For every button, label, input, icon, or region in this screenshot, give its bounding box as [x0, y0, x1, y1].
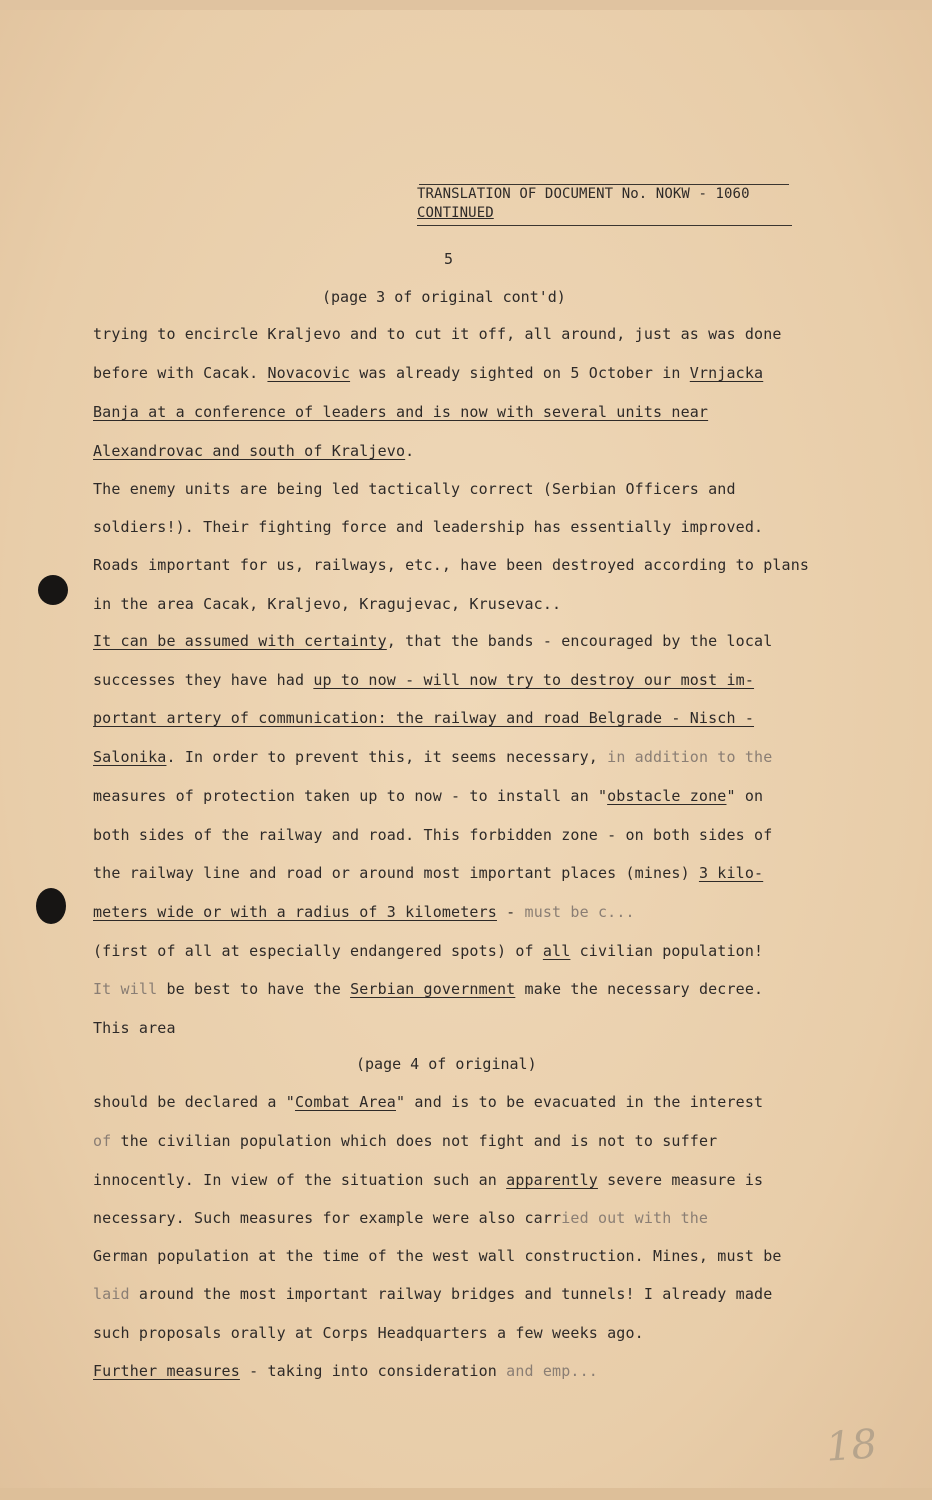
- text-segment: successes they have had: [93, 671, 314, 689]
- handwritten-page-number: 18: [824, 1421, 879, 1471]
- text-segment: This area: [93, 1019, 176, 1037]
- text-segment: make the necessary decree.: [515, 980, 764, 998]
- faded-text: and emp...: [506, 1362, 598, 1380]
- text-segment: The enemy units are being led tactically correct (Serbian Officers and: [93, 480, 736, 498]
- faded-text: of: [93, 1132, 112, 1150]
- body-text-line: [93, 480, 736, 498]
- underlined-text: Salonika: [93, 748, 167, 766]
- body-text-line: [93, 1362, 598, 1380]
- body-text-line: [93, 1285, 772, 1303]
- underlined-text: Novacovic: [267, 364, 351, 382]
- underlined-text: all: [542, 942, 571, 960]
- text-segment: in the area Cacak, Kraljevo, Kragujevac, Krusevac..: [93, 595, 562, 613]
- body-text-line: [93, 1171, 763, 1189]
- text-segment: was already sighted on 5 October in: [350, 364, 690, 382]
- underlined-text: meters wide or with a radius of 3 kilometers: [93, 903, 497, 921]
- text-segment: the civilian population which does not fight and is not to suffer: [111, 1132, 718, 1150]
- body-text-line: [93, 442, 414, 460]
- body-text-line: [93, 403, 708, 421]
- body-text-line: [93, 942, 763, 960]
- text-segment: the railway line and road or around most important places (mines): [93, 864, 699, 882]
- underlined-text: It can be assumed with certainty: [93, 632, 387, 650]
- text-segment: innocently. In view of the situation such an: [93, 1171, 507, 1189]
- body-text-line: [93, 1132, 717, 1150]
- text-segment: -: [496, 903, 525, 921]
- paper-bottom-edge: [0, 1488, 932, 1500]
- header-rule-bottom: [417, 225, 792, 226]
- body-text-line: [93, 1324, 644, 1342]
- underlined-text: apparently: [506, 1171, 598, 1189]
- text-segment: trying to encircle Kraljevo and to cut it off, all around, just as was done: [93, 325, 782, 343]
- text-segment: civilian population!: [570, 942, 764, 960]
- punch-hole: [36, 888, 66, 924]
- text-segment: necessary. Such measures for example were also carr: [93, 1209, 562, 1227]
- text-segment: German population at the time of the west wall construction. Mines, must be: [93, 1247, 782, 1265]
- underlined-text: 3 kilo-: [698, 864, 764, 882]
- text-segment: , that the bands - encouraged by the local: [386, 632, 773, 650]
- underlined-text: Serbian government: [350, 980, 516, 998]
- body-text-line: [93, 980, 763, 998]
- body-text-line: [93, 787, 763, 805]
- text-segment: both sides of the railway and road. This forbidden zone - on both sides of: [93, 826, 773, 844]
- body-text-line: [93, 1247, 782, 1265]
- text-segment: around the most important railway bridges and tunnels! I already made: [129, 1285, 773, 1303]
- body-text-line: [93, 1093, 763, 1111]
- text-segment: such proposals orally at Corps Headquarters a few weeks ago.: [93, 1324, 644, 1342]
- faded-text: ied out with the: [561, 1209, 709, 1227]
- text-segment: " on: [726, 787, 764, 805]
- underlined-text: Alexandrovac and south of Kraljevo: [93, 442, 406, 460]
- header-title: TRANSLATION OF DOCUMENT No. NOKW - 1060: [417, 186, 750, 202]
- text-segment: be best to have the: [157, 980, 351, 998]
- text-segment: (first of all at especially endangered spots) of: [93, 942, 543, 960]
- underlined-text: Combat Area: [294, 1093, 396, 1111]
- body-text-line: [93, 1019, 176, 1037]
- body-text-line: [93, 556, 809, 574]
- underlined-text: Further measures: [93, 1362, 240, 1380]
- text-segment: .: [405, 442, 415, 460]
- text-segment: should be declared a ": [93, 1093, 295, 1111]
- body-text-line: [93, 826, 772, 844]
- underlined-text: portant artery of communication: the railway and road Belgrade - Nisch -: [93, 709, 755, 727]
- faded-text: It will: [93, 980, 158, 998]
- page-note: (page 3 of original cont'd): [322, 288, 566, 306]
- header-subtitle: CONTINUED: [417, 205, 494, 221]
- punch-hole: [38, 575, 68, 605]
- text-segment: Roads important for us, railways, etc., have been destroyed according to plans: [93, 556, 810, 574]
- body-text-line: [93, 671, 754, 689]
- underlined-text: Vrnjacka: [689, 364, 764, 382]
- body-text-line: [93, 1209, 708, 1227]
- paper-top-edge: [0, 0, 932, 10]
- body-text-line: [93, 364, 763, 382]
- underlined-text: obstacle zone: [607, 787, 727, 805]
- page-note: (page 4 of original): [356, 1055, 537, 1073]
- body-text-line: [93, 595, 561, 613]
- body-text-line: [93, 903, 635, 921]
- body-text-line: [93, 748, 772, 766]
- document-header: [417, 184, 797, 226]
- faded-text: laid: [93, 1285, 130, 1303]
- underlined-text: Banja at a conference of leaders and is now with several units near: [93, 403, 709, 421]
- faded-text: in addition to the: [607, 748, 773, 766]
- faded-text: must be c...: [524, 903, 635, 921]
- text-segment: . In order to prevent this, it seems necessary,: [166, 748, 608, 766]
- text-segment: severe measure is: [597, 1171, 764, 1189]
- body-text-line: [93, 632, 772, 650]
- text-segment: - taking into consideration: [239, 1362, 507, 1380]
- text-segment: measures of protection taken up to now - to install an ": [93, 787, 608, 805]
- page-number: 5: [444, 250, 454, 268]
- text-segment: before with Cacak.: [93, 364, 268, 382]
- body-text-line: [93, 864, 763, 882]
- text-segment: " and is to be evacuated in the interest: [395, 1093, 764, 1111]
- body-text-line: [93, 325, 782, 343]
- body-text-line: [93, 518, 763, 536]
- body-text-line: [93, 709, 754, 727]
- text-segment: soldiers!). Their fighting force and leadership has essentially improved.: [93, 518, 764, 536]
- underlined-text: up to now - will now try to destroy our most im-: [313, 671, 755, 689]
